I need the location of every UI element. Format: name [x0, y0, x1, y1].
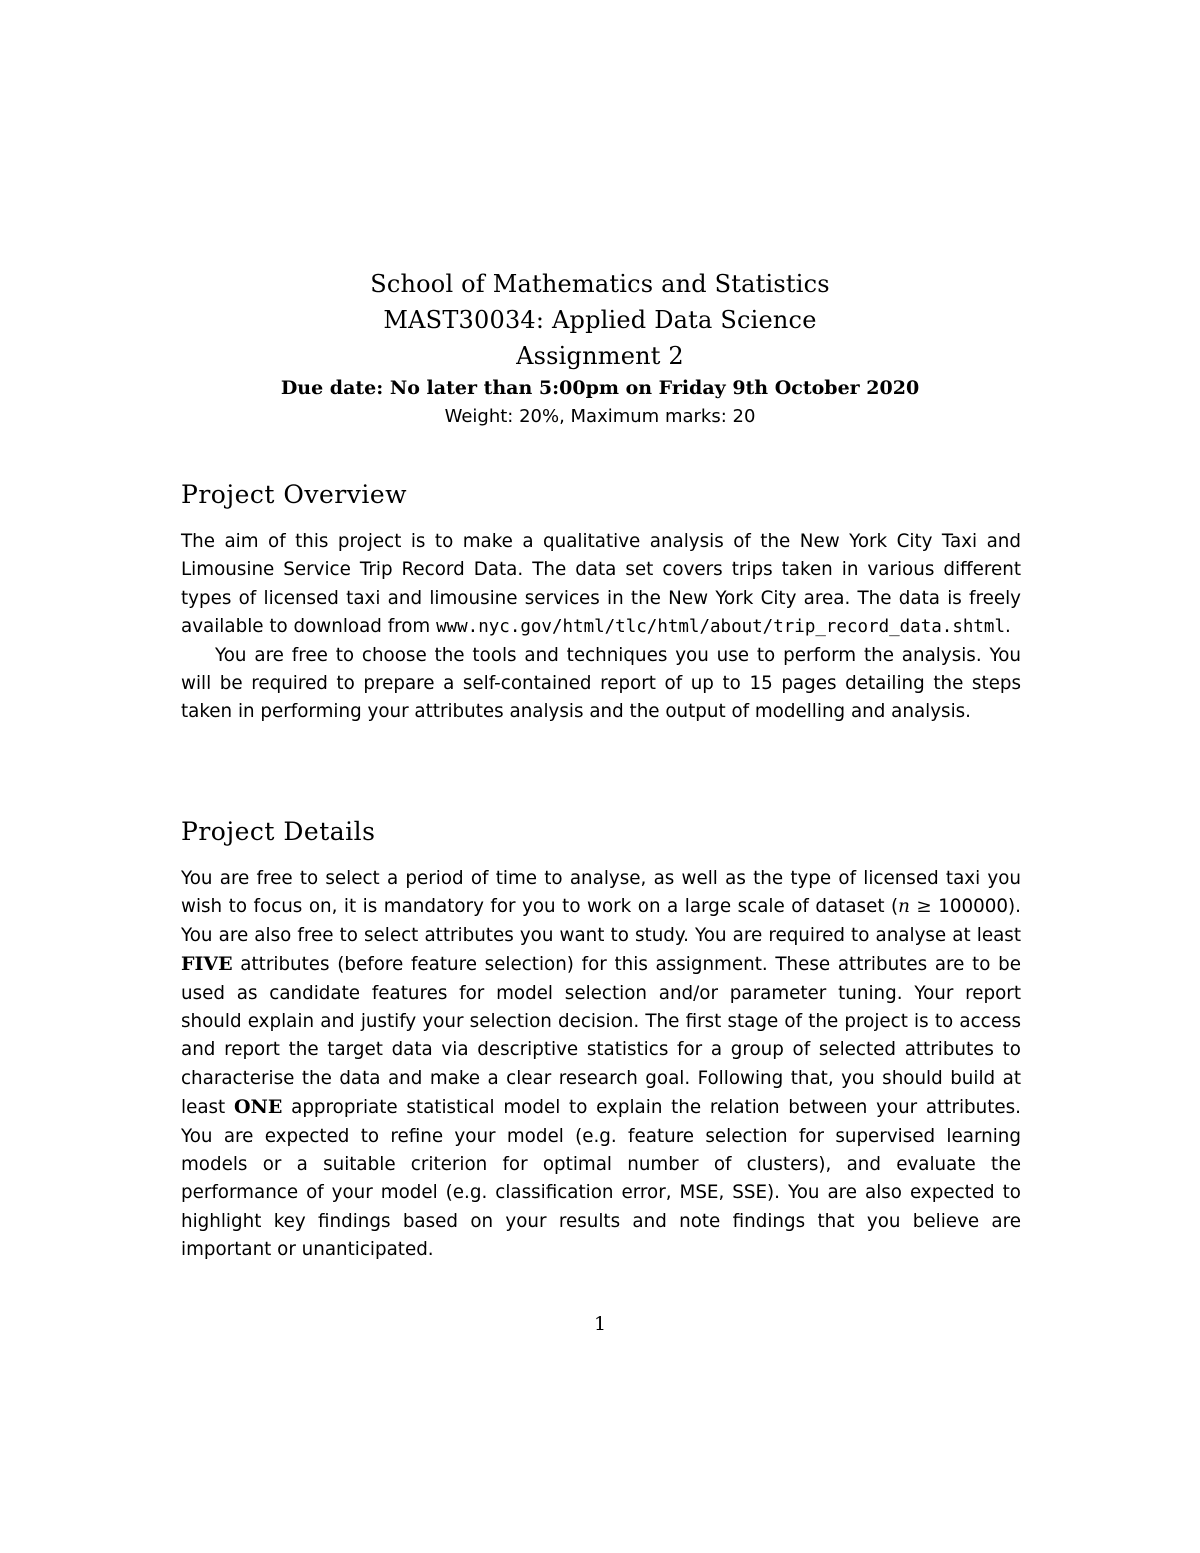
section-title: Project Overview — [181, 480, 408, 509]
details-paragraph — [181, 865, 1021, 1265]
data-url: www.nyc.gov/html/tlc/html/about/trip_record_data.shtml — [436, 617, 1006, 638]
page-number: 1 — [593, 1313, 607, 1335]
details-section-heading — [181, 815, 1021, 849]
title-block — [0, 266, 1200, 432]
section-title: Project Details — [181, 817, 376, 846]
emphasis-one: ONE — [233, 1096, 283, 1119]
details-section-body — [181, 865, 1021, 1265]
overview-paragraph-1 — [181, 528, 1021, 642]
overview-section-heading — [181, 478, 1021, 512]
assignment-title: Assignment 2 — [516, 342, 684, 370]
weight-info: Weight: 20%, Maximum marks: 20 — [444, 406, 756, 427]
school-name: School of Mathematics and Statistics — [370, 270, 830, 298]
overview-text-end: . — [1005, 616, 1011, 638]
dataset-size-symbol: n ≥ — [898, 896, 932, 918]
overview-section-body — [181, 528, 1021, 727]
details-text: appropriate statistical model to explain the relation between your attributes. You are expected to refine your model (e.g. feature selection for supervised learning models or a suitable criterion for optimal number of clusters), and evaluate the performance of your model (e.g. classification error, MSE, SSE). You are also expected to highlight key findings based on your results and note findings that you believe are important or unanticipated. — [181, 1097, 1021, 1261]
emphasis-five: FIVE — [181, 953, 233, 976]
overview-paragraph-2: You are free to choose the tools and techniques you use to perform the analysis. You will be required to prepare a self-contained report of up to 15 pages detailing the steps taken in performing your attributes analysis and the output of modelling and analysis. — [181, 644, 1021, 723]
details-text: You are free to select a period of time to analyse, as well as the type of licensed taxi you wish to focus on, it is mandatory for you to work on a large scale of dataset ( — [181, 868, 1021, 918]
course-title: MAST30034: Applied Data Science — [383, 306, 817, 334]
due-date: Due date: No later than 5:00pm on Friday 9th October 2020 — [280, 377, 920, 399]
details-text: attributes (before feature selection) for this assignment. These attributes are to be used as candidate features for model selection and/or parameter tuning. Your report should explain and justify your selection decision. The first stage of the project is to access and report the target data via descriptive statistics for a group of selected attributes to characterise the data and make a clear research goal. Following that, you should build at least — [181, 954, 1021, 1119]
details-text: 100000). You are also free to select attributes you want to study. You are required to analyse at least — [181, 896, 1021, 946]
overview-text: The aim of this project is to make a qualitative analysis of the New York City Taxi and Limousine Service Trip Record Data. The data set covers trips taken in various different types of licensed taxi and limousine services in the New York City area. The data is freely available to download from — [181, 531, 1021, 638]
